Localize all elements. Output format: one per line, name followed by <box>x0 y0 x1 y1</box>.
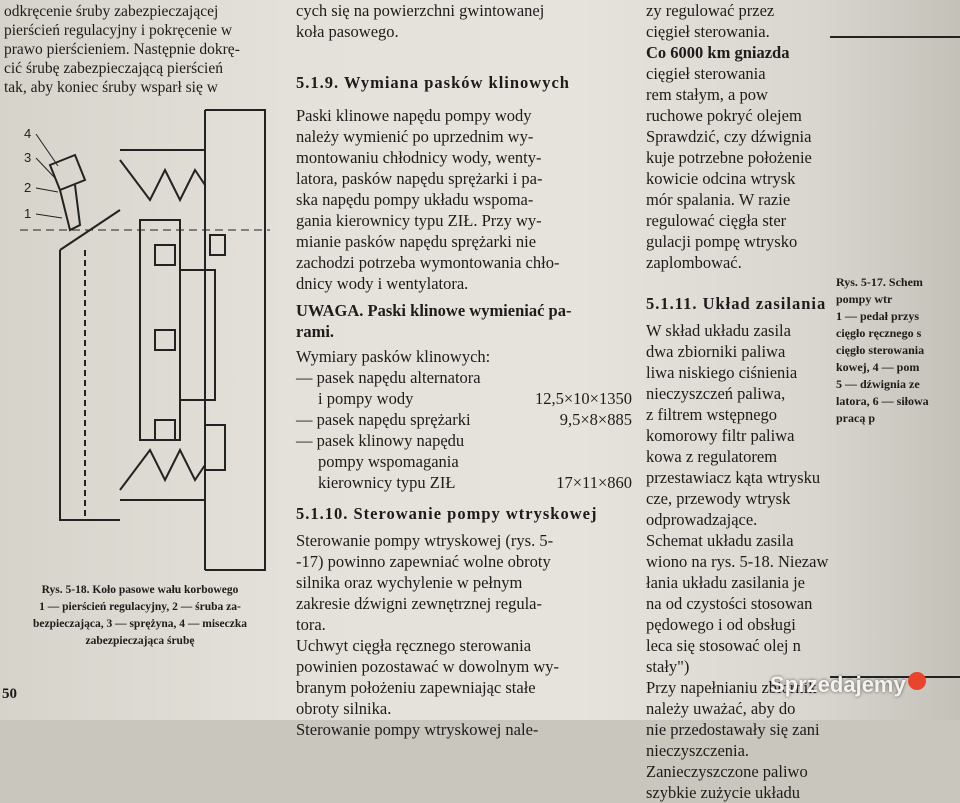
text-line: należy uważać, aby do <box>646 699 796 718</box>
text-line: łania układu zasilania je <box>646 573 805 592</box>
text-line: Co 6000 km gniazda <box>646 43 790 62</box>
caption-line: bezpieczająca, 3 — sprężyna, 4 — miseczka <box>33 618 247 630</box>
text-line: zakresie dźwigni zewnętrznej regula- <box>296 594 542 613</box>
text-line: Uchwyt cięgła ręcznego sterowania <box>296 636 532 655</box>
pulley-figure <box>0 100 280 580</box>
text-line: zy regulować przez <box>646 1 775 20</box>
text-line: wiono na rys. 5-18. Niezaw <box>646 552 829 571</box>
caption-line: 1 — pierścień regulacyjny, 2 — śruba za- <box>39 601 241 613</box>
belt-name: — pasek napędu sprężarki <box>296 410 471 429</box>
belt-item <box>296 472 632 493</box>
warning-line: rami. <box>296 322 335 341</box>
section-heading-5110: 5.1.10. Sterowanie pompy wtryskowej <box>296 504 598 523</box>
text-line: Wymiary pasków klinowych: <box>296 347 491 366</box>
belt-size: 9,5×8×885 <box>559 410 632 429</box>
text-line: Paski klinowe napędu pompy wody <box>296 106 532 125</box>
belt-size: 12,5×10×1350 <box>535 389 632 408</box>
text-line: nieczyszczeń paliwa, <box>646 384 786 403</box>
caption-line: pracą p <box>836 411 875 425</box>
caption-line: 5 — dźwignia ze <box>836 377 920 391</box>
label-4: 4 <box>24 126 32 141</box>
caption-line: cięgło sterowania <box>836 343 925 357</box>
text-line: szybkie zużycie układu <box>646 783 800 802</box>
figure-caption <box>4 582 276 650</box>
text-line: kuje potrzebne położenie <box>646 148 812 167</box>
divider-rule <box>830 36 960 38</box>
text-line: nie przedostawały się zani <box>646 720 820 739</box>
section-heading-5111: 5.1.11. Układ zasilania <box>646 294 827 313</box>
text-line: dnicy wody i wentylatora. <box>296 274 469 293</box>
belt-item <box>296 409 632 430</box>
text-line: rem stałym, a pow <box>646 85 768 104</box>
caption-line: zabezpieczająca śrubę <box>85 635 195 647</box>
belt-size: 17×11×860 <box>556 473 632 492</box>
text-line: gulacji pompę wtrysko <box>646 232 798 251</box>
text-line: liwa niskiego ciśnienia <box>646 363 798 382</box>
text-line: latora, pasków napędu sprężarki i pa- <box>296 169 543 188</box>
watermark-logo <box>770 672 926 698</box>
caption-line: pompy wtr <box>836 292 893 306</box>
warning-line: UWAGA. Paski klinowe wymieniać pa- <box>296 301 572 320</box>
belt-item: — pasek napędu alternatora <box>296 368 481 387</box>
text-line: W skład układu zasila <box>646 321 791 340</box>
text-line: branym położeniu zapewniając stałe <box>296 678 536 697</box>
text-line: Sprawdzić, czy dźwignia <box>646 127 812 146</box>
belt-item <box>296 388 632 409</box>
belt-item: pompy wspomagania <box>318 452 459 471</box>
text-line: z filtrem wstępnego <box>646 405 778 424</box>
text-line: pędowego i od obsługi <box>646 615 796 634</box>
belt-item: — pasek klinowy napędu <box>296 431 465 450</box>
text-line: Schemat układu zasila <box>646 531 794 550</box>
watermark-dot-icon <box>908 672 926 690</box>
text-line: zachodzi potrzeba wymontowania chło- <box>296 253 560 272</box>
text-line: cych się na powierzchni gwintowanej <box>296 1 545 20</box>
belt-name: kierownicy typu ZIŁ <box>318 473 456 492</box>
caption-line: 1 — pedał przys <box>836 309 920 323</box>
text-line: Sterowanie pompy wtryskowej nale- <box>296 720 539 739</box>
text-line: zaplombować. <box>646 253 742 272</box>
section-heading-519: 5.1.9. Wymiana pasków klinowych <box>296 73 570 92</box>
text-line: leca się stosować olej n <box>646 636 801 655</box>
text-line: odprowadzające. <box>646 510 758 529</box>
text-line: ruchowe pokryć olejem <box>646 106 802 125</box>
label-1: 1 <box>24 206 32 221</box>
label-3: 3 <box>24 150 32 165</box>
text-line: nieczyszczenia. <box>646 741 750 760</box>
caption-line: latora, 6 — siłowa <box>836 394 929 408</box>
text-line: mór spalania. W razie <box>646 190 791 209</box>
text-line: cięgieł sterowania <box>646 64 766 83</box>
text-line: regulować cięgła ster <box>646 211 787 230</box>
text-line: stały") <box>646 657 690 676</box>
belt-name: i pompy wody <box>318 389 414 408</box>
text-line: cięgieł sterowania. <box>646 22 770 41</box>
text-line: prawo pierścieniem. Następnie dokrę- <box>4 41 240 58</box>
caption-line: kowej, 4 — pom <box>836 360 920 374</box>
text-line: cić śrubę zabezpieczającą pierścień <box>4 60 223 77</box>
caption-line: Rys. 5-18. Koło pasowe wału korbowego <box>41 584 239 596</box>
text-line: tak, aby koniec śruby wsparł się w <box>4 79 218 96</box>
page-number: 50 <box>2 686 17 702</box>
text-line: pierścień regulacyjny i pokręcenie w <box>4 22 233 39</box>
watermark-text: Sprzedajemy <box>770 672 906 697</box>
text-line: silnika oraz wychylenie w pełnym <box>296 573 523 592</box>
caption-line: Rys. 5-17. Schem <box>836 275 923 289</box>
text-line: komorowy filtr paliwa <box>646 426 795 445</box>
side-figure-caption <box>836 274 960 427</box>
caption-line: cięgło ręcznego s <box>836 326 922 340</box>
text-line: przestawiacz kąta wtrysku <box>646 468 821 487</box>
text-line: montowaniu chłodnicy wody, wenty- <box>296 148 542 167</box>
text-line: Sterowanie pompy wtryskowej (rys. 5- <box>296 531 554 550</box>
left-column-intro <box>4 2 274 97</box>
label-2: 2 <box>24 180 32 195</box>
text-line: ska napędu pompy układu wspoma- <box>296 190 534 209</box>
text-line: gania kierownicy typu ZIŁ. Przy wy- <box>296 211 542 230</box>
text-line: obroty silnika. <box>296 699 392 718</box>
text-line: cze, przewody wtrysk <box>646 489 791 508</box>
text-line: kowa z regulatorem <box>646 447 778 466</box>
text-line: powinien pozostawać w dowolnym wy- <box>296 657 560 676</box>
text-line: -17) powinno zapewniać wolne obroty <box>296 552 551 571</box>
text-line: odkręcenie śruby zabezpieczającej <box>4 3 219 20</box>
text-line: należy wymienić po uprzednim wy- <box>296 127 534 146</box>
text-line: mianie pasków napędu sprężarki nie <box>296 232 537 251</box>
text-line: Zanieczyszczone paliwo <box>646 762 808 781</box>
text-line: kowicie odcina wtrysk <box>646 169 796 188</box>
text-line: koła pasowego. <box>296 22 399 41</box>
middle-column <box>296 0 632 740</box>
text-line: tora. <box>296 615 326 634</box>
text-line: na od czystości stosowan <box>646 594 813 613</box>
text-line: Przy napełnianiu zbiornik <box>646 678 817 697</box>
text-line: dwa zbiorniki paliwa <box>646 342 786 361</box>
